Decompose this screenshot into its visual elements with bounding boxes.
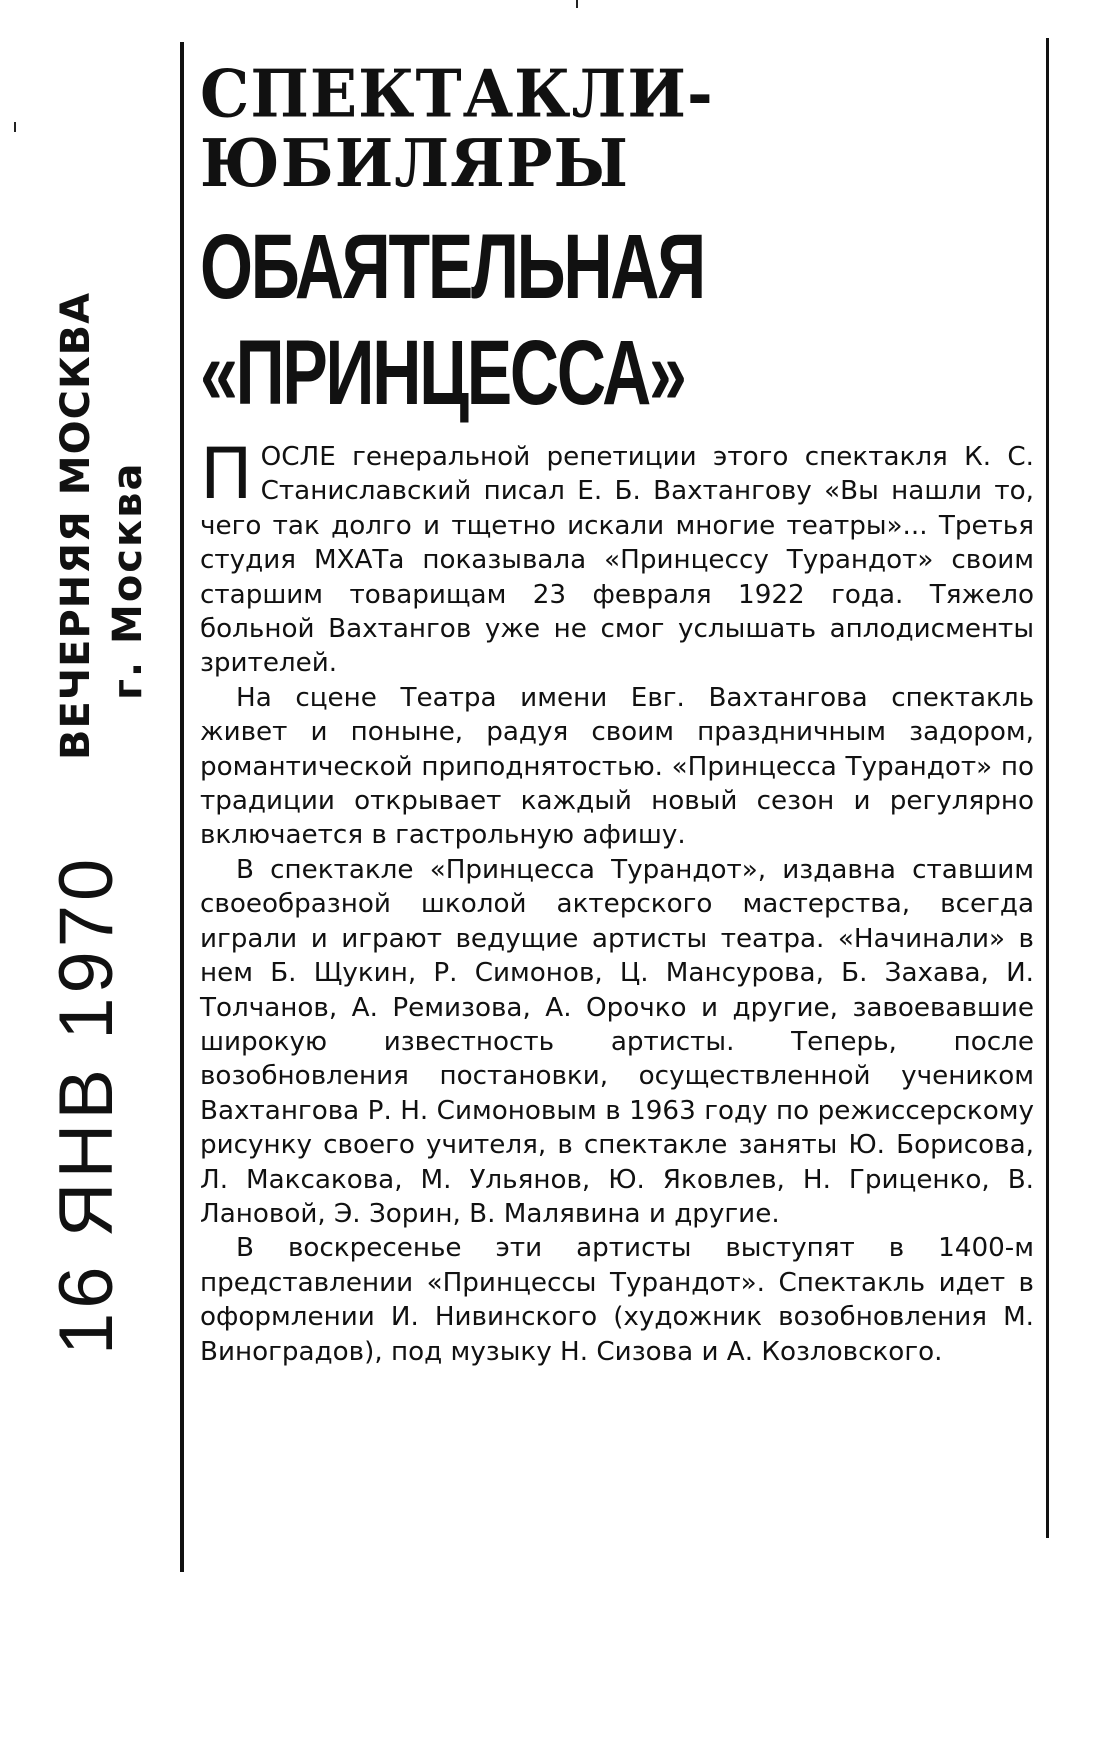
article-paragraph-1 xyxy=(200,433,1034,681)
article-paragraph-2: На сцене Театра имени Евг. Вахтангова спектакль живет и поныне, радуя своим праздничным задором, романтической приподнятостью. «Принцесса Турандот» по традиции открывает каждый новый сезон и регулярно включается в гастрольную афишу. xyxy=(200,682,1034,851)
article-body xyxy=(200,433,1034,1369)
rubric-line-1: СПЕКТАКЛИ- xyxy=(200,55,714,133)
archive-stamp xyxy=(10,291,160,1360)
column-rule-right xyxy=(1046,38,1049,1538)
rubric xyxy=(200,55,1036,202)
article-paragraph-3: В спектакле «Принцесса Турандот», издавна ставшим своеобразной школой актерского мастерства, всегда играли и играют ведущие артисты театра. «Начинали» в нем Б. Щукин, Р. Симонов, Ц. Мансурова, Б. Захава, И. Толчанов, А. Ремизова, А. Орочко и другие, завоевавшие широкую известность артисты. Теперь, после возобновления постановки, осуществленной учеником Вахтангова Р. Н. Симоновым в 1963 году по режиссерскому рисунку своего учителя, в спектакле заняты Ю. Борисова, Л. Максакова, М. Ульянов, Ю. Яковлев, Н. Гриценко, В. Лановой, Э. Зорин, В. Малявина и другие. xyxy=(200,854,1034,1229)
scan-mark-left xyxy=(14,122,16,132)
column-rule-left xyxy=(180,42,184,1572)
stamp-city: г. Москва xyxy=(105,461,151,700)
stamp-newspaper-name: ВЕЧЕРНЯЯ МОСКВА xyxy=(53,291,99,760)
paragraph-1-text: ОСЛЕ генеральной репетиции этого спектакля К. С. Станиславский писал Е. Б. Вахтангову «Вы нашли то, чего так долго и тщетно искали многие театры»... Третья студия МХАТа показывала «Принцессу Турандот» своим старшим товарищам 23 февраля 1922 года. Тяжело больной Вахтангов уже не смог услышать аплодисменты зрителей. xyxy=(200,442,1034,679)
headline-line-2: «ПРИНЦЕССА» xyxy=(200,322,685,424)
article-paragraph-4: В воскресенье эти артисты выступят в 1400-м представлении «Принцессы Турандот». Спектакль идет в оформлении И. Нивинского (художник возобновления М. Виноградов), под музыку Н. Сизова и А. Козловского. xyxy=(200,1233,1034,1367)
headline xyxy=(200,214,1036,426)
stamp-date: 16 ЯНВ 1970 xyxy=(44,854,129,1355)
headline-line-1: ОБАЯТЕЛЬНАЯ xyxy=(200,216,704,318)
newspaper-article xyxy=(200,55,1036,1369)
drop-cap: П xyxy=(200,433,253,515)
scan-mark-top xyxy=(576,0,578,8)
rubric-line-2: ЮБИЛЯРЫ xyxy=(200,125,629,202)
stamp-newspaper-block xyxy=(50,292,154,760)
